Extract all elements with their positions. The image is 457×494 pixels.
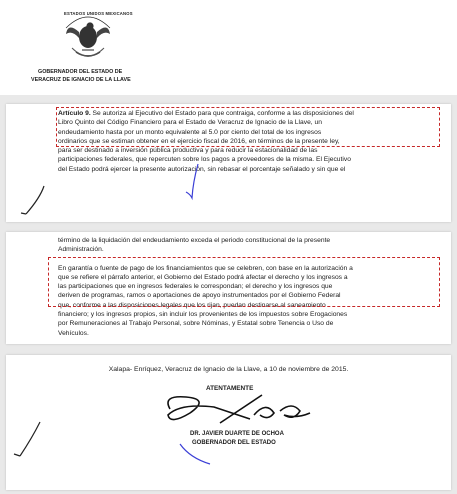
closing-salutation: ATENTAMENTE — [206, 385, 254, 392]
article-9-panel — [6, 104, 451, 222]
place-date: Xalapa- Enríquez, Veracruz de Ignacio de la Llave, a 10 de noviembre de 2015. — [108, 366, 349, 373]
text-line: deriven de programas, ramos o aportaciones de apoyo instrumentados por el Gobierno Federal — [58, 292, 341, 300]
text-line: participaciones federales, que repercuten sobre los pagos a proveedores de la misma. El Ejecutivo — [58, 156, 351, 164]
text-line: que, conforme a las disposiciones legales que los rijan, puedan destinarse al saneamiento — [58, 301, 326, 309]
office-title-line1: GOBERNADOR DEL ESTADO DE — [38, 69, 123, 75]
blue-ink-mark — [176, 440, 216, 470]
article-9-text — [58, 109, 438, 174]
handwritten-signature — [150, 389, 330, 429]
pen-stroke-mark — [18, 184, 48, 218]
guarantee-text — [58, 236, 438, 338]
text-line: En garantía o fuente de pago de los financiamientos que se celebren, con base en la autorización a — [58, 264, 353, 272]
text-line: Administración. — [58, 246, 104, 254]
guarantee-panel — [6, 232, 451, 344]
pen-stroke-mark — [10, 420, 44, 460]
document-header — [0, 0, 457, 95]
text-line: del Estado podrá ejercer la presente autorización, sin rebasar el porcentaje señalado y sin que el — [58, 165, 346, 173]
seal-legend: ESTADOS UNIDOS MEXICANOS — [64, 11, 133, 16]
signer-title: GOBERNADOR DEL ESTADO — [192, 440, 276, 446]
text-line: para ser destinado a inversión pública productiva y para reducir la estacionalidad de las — [58, 147, 318, 155]
blue-ink-mark — [184, 162, 204, 202]
text-line: término de la liquidación del endeudamiento exceda el periodo constitucional de la presente — [58, 237, 331, 244]
text-line — [58, 109, 438, 118]
text-line: financiero; y los ingresos propios, sin incluir los provenientes de los impuestos sobre Erogaciones — [58, 311, 348, 319]
text-line: Libro Quinto del Código Financiero para el Estado de Veracruz de Ignacio de la Llave, un — [58, 119, 322, 127]
spacer — [58, 255, 438, 264]
text-span: Se autoriza al Ejecutivo del Estado para que contraiga, conforme a las disposiciones del — [90, 110, 354, 117]
article-label: Artículo 9. — [58, 110, 91, 117]
text-line: por Remuneraciones al Trabajo Personal, sobre Nóminas, y Estatal sobre Tenencia o Uso de — [58, 320, 334, 328]
text-line: las participaciones que en ingresos federales le correspondan; el derecho y los ingresos que — [58, 283, 333, 291]
text-line: que se refiere el párrafo anterior, el Gobierno del Estado podrá afectar el derecho y los ingresos a — [58, 273, 348, 281]
text-line: endeudamiento hasta por un monto equivalente al 5.0 por ciento del total de los ingresos — [58, 128, 322, 136]
signer-name: DR. JAVIER DUARTE DE OCHOA — [190, 431, 284, 437]
text-line: ordinarios que se estiman obtener en el ejercicio fiscal de 2016, en términos de la presente ley, — [58, 137, 340, 145]
text-line: Vehículos. — [58, 329, 89, 337]
office-title-line2: VERACRUZ DE IGNACIO DE LA LLAVE — [31, 77, 131, 83]
